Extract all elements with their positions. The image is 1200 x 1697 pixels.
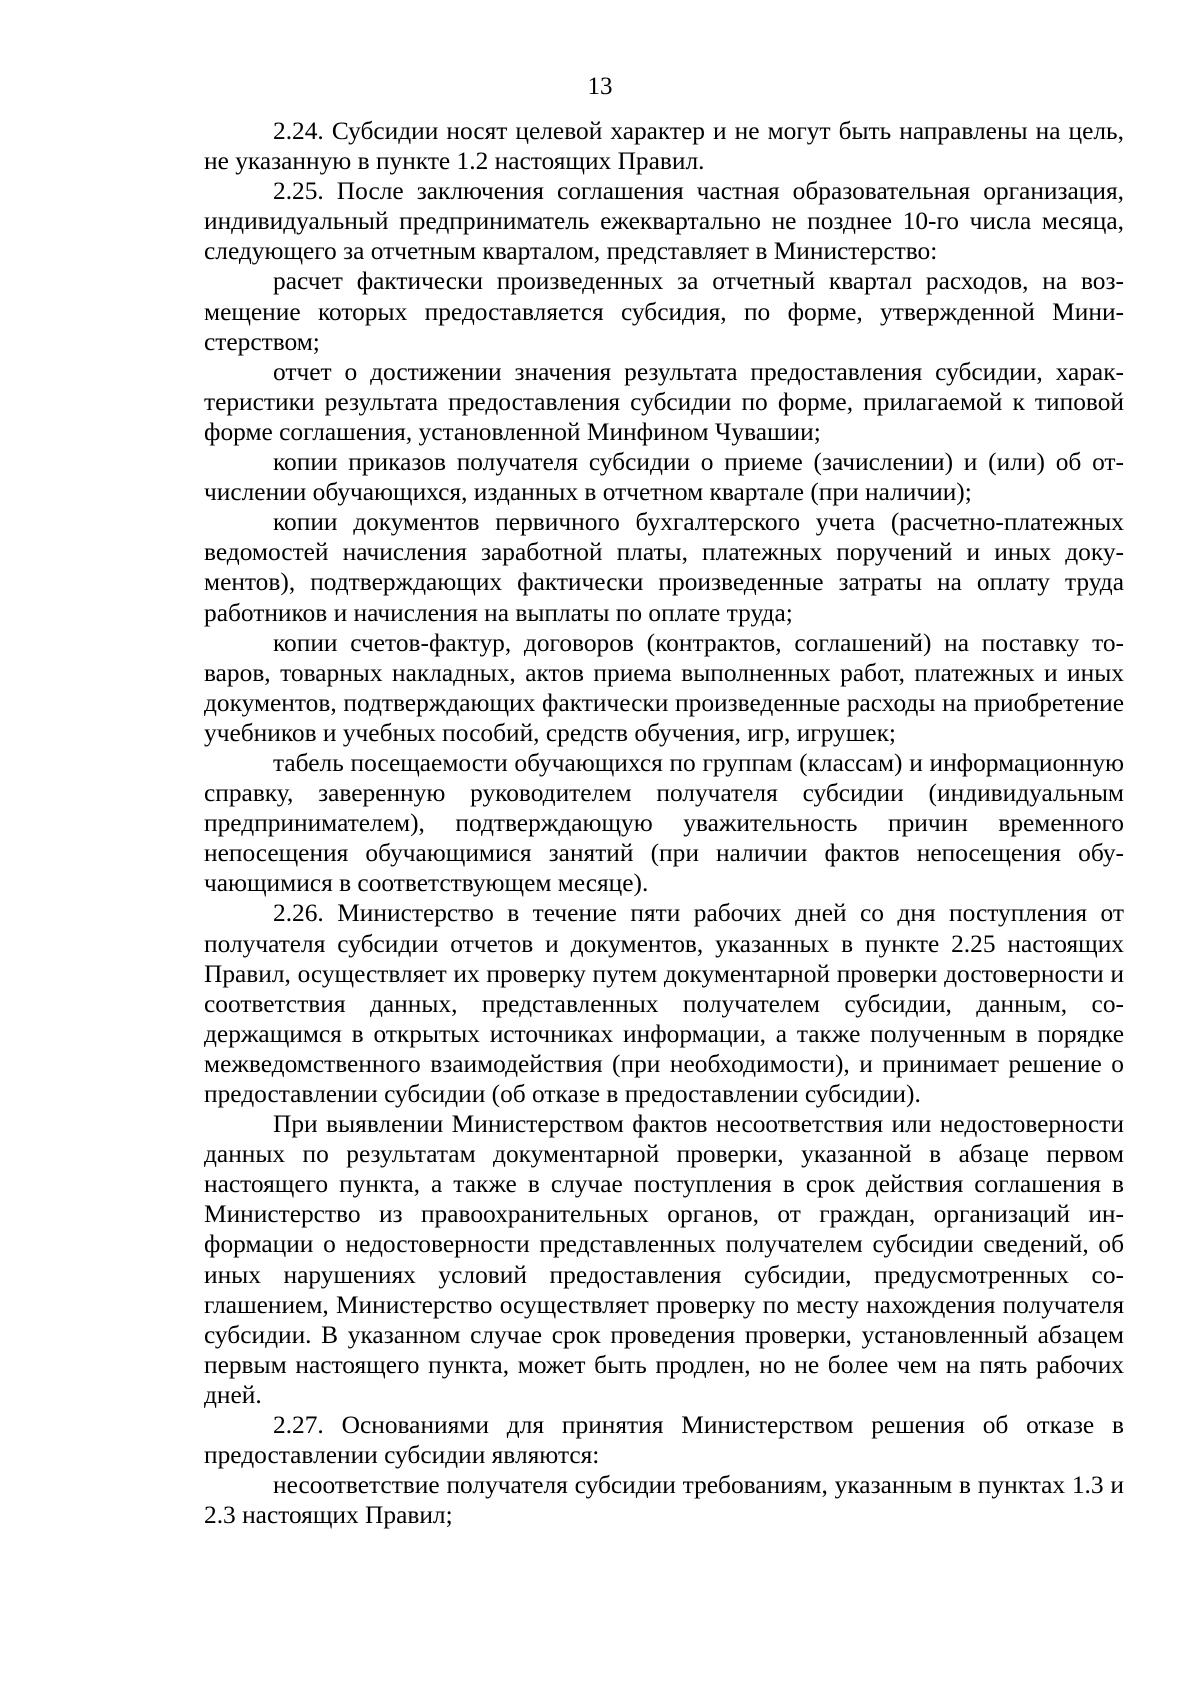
paragraph-2-26: 2.26. Министерство в течение пяти рабочих дней со дня поступления от получателя субсидии отчетов и документов, указанных в пункте 2.25 настоящих Правил, осуществляет их проверку путем документарной проверки достоверности и соответствия данных, представленных получателем субсидии, данным, содержащимся в открытых источниках информации, а также полученным в порядке межведомственного взаимодействия (при необходимости), и принимает решение о предоставлении субсидии (об отказе в предоставлении субсидии).	[204, 899, 1124, 1108]
list-item-attendance-sheet: табель посещаемости обучающихся по группам (классам) и информационную справку, заверенную руководителем получателя субсидии (индивидуальным предпринимателем), подтверждающую уважительность причин временного непосещения обучающимися занятий (при наличии фактов непосещения обучающимися в соответствующем месяце).	[204, 748, 1124, 898]
list-item-expense-calculation: расчет фактически произведенных за отчетный квартал расходов, на возмещение которых предоставляется субсидия, по форме, утвержденной Министерством;	[204, 267, 1124, 356]
document-body	[204, 116, 1124, 1530]
list-item-enrollment-orders: копии приказов получателя субсидии о приеме (зачислении) и (или) об отчислении обучающихся, изданных в отчетном квартале (при наличии);	[204, 448, 1124, 507]
list-item-noncompliance: несоответствие получателя субсидии требованиям, указанным в пунктах 1.3 и 2.3 настоящих Правил;	[204, 1471, 1124, 1530]
paragraph-2-25: 2.25. После заключения соглашения частная образовательная организация, индивидуальный предприниматель ежеквартально не позднее 10-го числа месяца, следующего за отчетным кварталом, представляет в Министерство:	[204, 177, 1124, 266]
list-item-accounting-documents: копии документов первичного бухгалтерского учета (расчетно-платежных ведомостей начисления заработной платы, платежных поручений и иных документов), подтверждающих фактически произведенные затраты на оплату труда работников и начисления на выплаты по оплате труда;	[204, 508, 1124, 627]
page-number: 13	[587, 73, 613, 100]
paragraph-2-27: 2.27. Основаниями для принятия Министерством решения об отказе в предоставлении субсидии являются:	[204, 1411, 1124, 1470]
paragraph-2-24: 2.24. Субсидии носят целевой характер и не могут быть направлены на цель, не указанную в пункте 1.2 настоящих Правил.	[204, 117, 1124, 176]
paragraph-2-26-inspection: При выявлении Министерством фактов несоответствия или недостоверности данных по результатам документарной проверки, указанной в абзаце первом настоящего пункта, а также в случае поступления в срок действия соглашения в Министерство из правоохранительных органов, от граждан, организаций информации о недостоверности представленных получателем субсидии сведений, об иных нарушениях условий предоставления субсидии, предусмотренных соглашением, Министерство осуществляет проверку по месту нахождения получателя субсидии. В указанном случае срок проведения проверки, установленный абзацем первым настоящего пункта, может быть продлен, но не более чем на пять рабочих дней.	[204, 1110, 1124, 1409]
list-item-invoices: копии счетов-фактур, договоров (контрактов, соглашений) на поставку товаров, товарных накладных, актов приема выполненных работ, платежных и иных документов, подтверждающих фактически произведенные расходы на приобретение учебников и учебных пособий, средств обучения, игр, игрушек;	[204, 628, 1124, 747]
list-item-result-report: отчет о достижении значения результата предоставления субсидии, характеристики результата предоставления субсидии по форме, прилагаемой к типовой форме соглашения, установленной Минфином Чувашии;	[204, 357, 1124, 446]
